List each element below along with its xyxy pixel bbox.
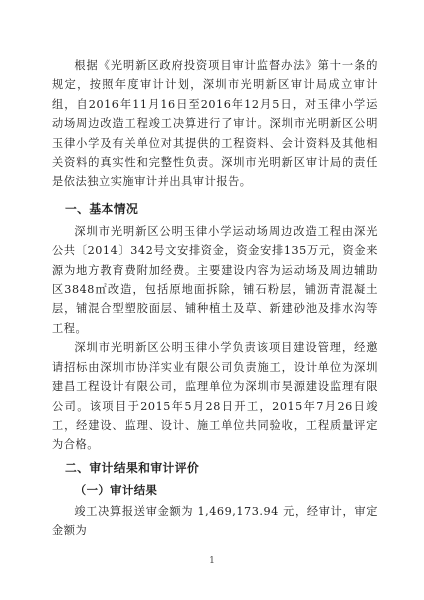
section-heading-basic-info: 一、基本情况: [64, 201, 139, 216]
section-heading-audit-results: 二、审计结果和审计评价: [64, 460, 200, 475]
page-number: 1: [209, 556, 215, 566]
subsection-heading-audit-results: （一）审计结果: [74, 482, 158, 497]
basic-info-paragraph-2: 深圳市光明新区公明玉律小学负责该项目建设管理，经邀请招标由深圳市协洋实业有限公司负责施工，设计单位为深圳建昌工程设计有限公司，监理单位为深圳市昊源建设监理有限公司。该项目于2015年5月28日开工，2015年7月26日竣工，经建设、监理、设计、施工单位共同验收，工程质量评定为合格。: [52, 341, 378, 452]
audit-results-paragraph: 竣工决算报送审金额为 1,469,173.94 元，经审计，审定金额为: [52, 504, 378, 538]
intro-paragraph: 根据《光明新区政府投资项目审计监督办法》第十一条的规定，按照年度审计计划，深圳市光明新区审计局成立审计组，自2016年11月16日至2016年12月5日，对玉律小学运动场周边改造工程竣工决算进行了审计。深圳市光明新区公明玉律小学及有关单位对其提供的工程资料、会计资料及其他相关资料的真实性和完整性负责。深圳市光明新区审计局的责任是依法独立实施审计并出具审计报告。: [52, 59, 378, 189]
basic-info-paragraph-1: 深圳市光明新区公明玉律小学运动场周边改造工程由深光公共〔2014〕342号文安排资金，资金安排135万元，资金来源为地方教育费附加经费。主要建设内容为运动场及周边辅助区3848㎡改造，包括原地面拆除，铺石粉层，铺沥青混凝土层，铺混合型塑胶面层、铺种植土及草、新建砂池及排水沟等工程。: [52, 224, 378, 335]
spacer: [52, 192, 378, 196]
